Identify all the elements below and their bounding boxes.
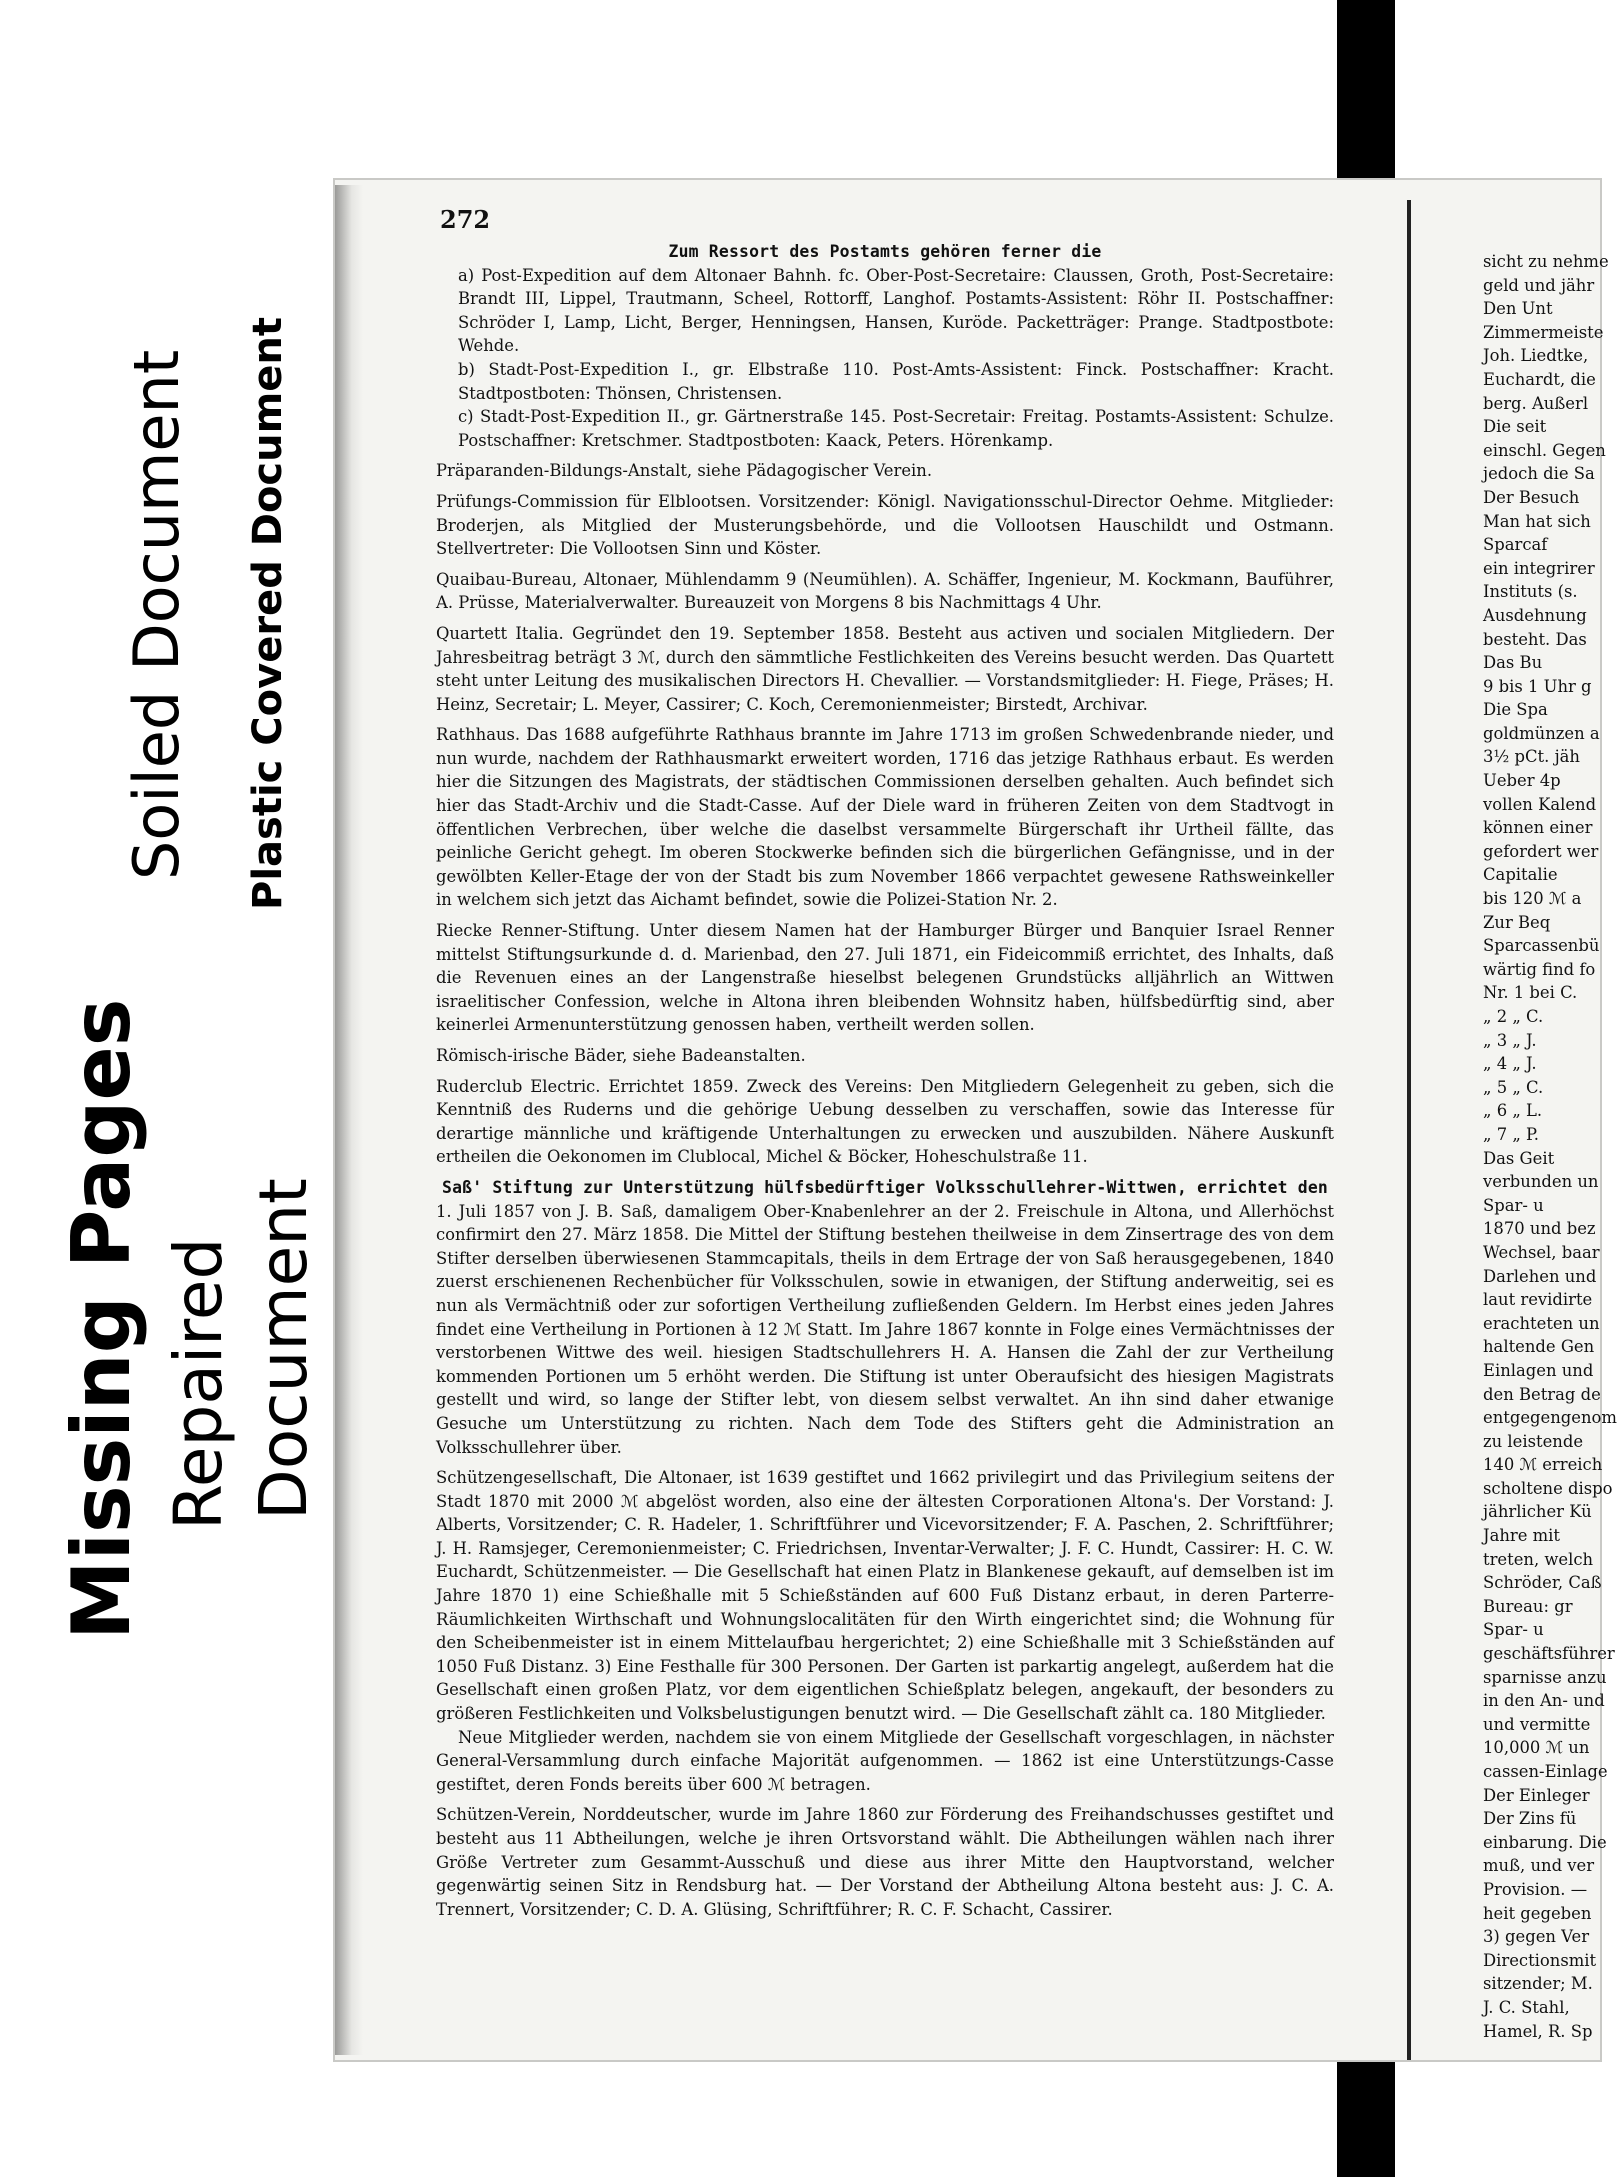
right-column-line: 3) gegen Ver [1483, 1927, 1590, 1947]
post-intro: Zum Ressort des Postamts gehören ferner die [668, 242, 1102, 261]
right-column-line: vollen Kalend [1483, 794, 1597, 814]
entry-rathhaus: Rathhaus. Das 1688 aufgeführte Rathhaus brannte im Jahre 1713 im großen Schwedenbrande nieder, und nun wurde, nachdem der Rathhausmarkt erweitert worden, 1716 das jetzige Rathhaus erbaut. Es werden hier die Sitzungen des Magistrats, der städtischen Commissionen derselben gehalten. Auch befindet sich hier das Stadt-Archiv und die Stadt-Casse. Auf der Diele ward in früheren Zeiten von dem Stadtvogt in öffentlichen Verbrechen, über welche die daselbst versammelte Bürgerschaft ihr Urtheil fällte, das peinliche Gericht gehegt. Im oberen Stockwerke befinden sich die bürgerlichen Gefängnisse, und in der gewölbten Keller-Etage der von der Stadt bis zum November 1866 verpachtet gewesene Rathsweinkeller in welchem sich jetzt das Aichamt befindet, sowie die Polizei-Station Nr. 2. [436, 725, 1334, 910]
right-column-line: scholtene dispo [1483, 1478, 1613, 1498]
right-column-line: ein integrirer [1483, 558, 1595, 578]
right-column-line: Man hat sich [1483, 511, 1591, 531]
right-column-line: Sparcaf [1483, 535, 1548, 555]
right-column-line: Wechsel, baar [1483, 1242, 1600, 1262]
entry-sass-stiftung-heading: Saß' Stiftung zur Unterstützung hülfsbedürftiger Volksschullehrer-Wittwen, errichtet den [442, 1177, 1328, 1197]
right-column-line: „ 5 „ C. [1483, 1077, 1544, 1097]
right-column-line: sicht zu nehme [1483, 252, 1609, 271]
right-column-line: entgegengenom [1483, 1408, 1617, 1428]
right-column-line: Den Unt [1483, 299, 1553, 319]
right-column-line: und vermitte [1483, 1714, 1591, 1734]
right-column-line: besteht. Das [1483, 629, 1587, 649]
right-column-line: Schröder, Caß [1483, 1573, 1602, 1593]
right-column-line: cassen-Einlage [1483, 1762, 1608, 1781]
right-column-line: „ 3 „ J. [1483, 1030, 1537, 1050]
right-column-line: Bureau: gr [1483, 1596, 1573, 1616]
right-column-line: verbunden un [1483, 1172, 1599, 1192]
entry-roemisch-irische-baeder: Römisch-irische Bäder, siehe Badeanstalten. [436, 1046, 806, 1065]
right-column-line: 1870 und bez [1483, 1219, 1596, 1239]
right-column-line: Euchardt, die [1483, 369, 1596, 389]
right-column-line: gefordert wer [1483, 841, 1599, 861]
post-expedition-a: a) Post-Expedition auf dem Altonaer Bahnh. fc. Ober-Post-Secretaire: Claussen, Groth, Post-Secretaire: Brandt III, Lippel, Trautmann, Scheel, Rottorff, Langhof. Postamts-Assistent: Röhr II. Postschaffner: Schröder I, Lamp, Licht, Berger, Henningsen, Hansen, Kuröde. Packetträger: Prange. Stadtpostbote: Wehde. [458, 265, 1334, 356]
right-column-line: geld und jähr [1483, 275, 1595, 295]
right-column-line: Jahre mit [1483, 1526, 1561, 1546]
right-column-line: Ueber 4p [1483, 771, 1561, 791]
right-column-line: Sparcassenbü [1483, 936, 1600, 956]
right-column-line: Die seit [1483, 417, 1547, 437]
repaired-label: Repaired [160, 1237, 237, 1530]
right-column-line: 10,000 ℳ un [1483, 1738, 1590, 1758]
right-column-line: J. C. Stahl, [1483, 1997, 1570, 2017]
soiled-document-label: Soiled Document [120, 349, 193, 880]
right-column-line: sparnisse anzu [1483, 1667, 1607, 1687]
right-column-line: Zur Beq [1483, 912, 1551, 932]
page-binding-edge [335, 185, 363, 2055]
entry-quaibau-bureau: Quaibau-Bureau, Altonaer, Mühlendamm 9 (Neumühlen). A. Schäffer, Ingenieur, M. Kockmann, Bauführer, A. Prüsse, Materialverwalter. Bureauzeit von Morgens 8 bis Nachmittags 4 Uhr. [436, 569, 1334, 613]
right-column-line: Das Bu [1483, 653, 1543, 673]
right-column-line: 9 bis 1 Uhr g [1483, 676, 1592, 696]
right-column-line: 3½ pCt. jäh [1483, 747, 1580, 767]
right-column-line: Zimmermeiste [1483, 322, 1604, 342]
right-column-line: bis 120 ℳ a [1483, 889, 1582, 909]
right-column-line: einschl. Gegen [1483, 440, 1606, 460]
right-column-line: in den An- und [1483, 1691, 1605, 1711]
right-column-line: haltende Gen [1483, 1337, 1595, 1357]
right-column-line: berg. Außerl [1483, 393, 1589, 413]
right-column-line: Capitalie [1483, 865, 1558, 885]
right-column-line: Nr. 1 bei C. [1483, 983, 1578, 1003]
post-expedition-b: b) Stadt-Post-Expedition I., gr. Elbstraße 110. Post-Amts-Assistent: Finck. Postschaffner: Kracht. Stadtpostboten: Thönsen, Christensen. [458, 359, 1334, 403]
right-column-line: Joh. Liedtke, [1483, 346, 1589, 366]
page-fold-line [1407, 200, 1411, 2060]
entry-schuetzen-verein: Schützen-Verein, Norddeutscher, wurde im Jahre 1860 zur Förderung des Freihandschusses gestiftet und besteht aus 11 Abtheilungen, welche je ihren Ortsvorstand wählt. Die Abtheilungen wählen nach ihrer Größe Vertreter zum Gesammt-Ausschuß und diese aus ihrer Mitte den Hauptvorstand, welcher gegenwärtig seinen Sitz in Rendsburg hat. — Der Vorstand der Abtheilung Altona besteht aus: J. C. A. Trennert, Vorsitzender; C. D. A. Glüsing, Schriftführer; R. C. F. Schacht, Cassirer. [436, 1805, 1334, 1919]
right-column-fragment [1483, 250, 1617, 2043]
right-column-line: zu leistende [1483, 1431, 1584, 1451]
entry-quartett-italia: Quartett Italia. Gegründet den 19. September 1858. Besteht aus activen und socialen Mitgliedern. Der Jahresbeitrag beträgt 3 ℳ, durch den sämmtliche Festlichkeiten des Vereins besucht werden. Das Quartett steht unter Leitung des musikalischen Directors H. Chevallier. — Vorstandsmitglieder: H. Fiege, Präses; H. Heinz, Secretair; L. Meyer, Cassirer; C. Koch, Ceremonienmeister; Birstedt, Archivar. [436, 623, 1334, 714]
right-column-line: Hamel, R. Sp [1483, 2021, 1593, 2041]
right-column-line: den Betrag de [1483, 1384, 1601, 1404]
entry-pruefungs-commission: Prüfungs-Commission für Elblootsen. Vorsitzender: Königl. Navigationsschul-Director Oehme. Mitglieder: Broderjen, als Mitglied der Musterungsbehörde, und die Vollootsen Hauschildt und Ostmann. Stellvertreter: Die Vollootsen Sinn und Köster. [436, 491, 1334, 559]
repaired-document-label: Document [245, 1178, 322, 1520]
right-column-line: jedoch die Sa [1483, 464, 1595, 484]
right-column-line: laut revidirte [1483, 1290, 1593, 1310]
right-column-line: Der Einleger [1483, 1785, 1590, 1805]
right-column-line: Der Zins fü [1483, 1809, 1577, 1829]
right-column-line: goldmünzen a [1483, 723, 1600, 743]
right-column-line: geschäftsführer [1483, 1644, 1615, 1664]
black-strip-top [1337, 0, 1395, 200]
right-column-line: Die Spa [1483, 700, 1548, 720]
right-column-line: Ausdehnung [1483, 605, 1587, 625]
right-column-line: heit gegeben [1483, 1903, 1592, 1923]
right-column-line: erachteten un [1483, 1313, 1600, 1333]
right-column-line: Der Besuch [1483, 487, 1580, 507]
entry-ruderclub-electric: Ruderclub Electric. Errichtet 1859. Zweck des Vereins: Den Mitgliedern Gelegenheit zu geben, sich die Kenntniß des Ruderns und die gehörige Uebung desselben zu verschaffen, sowie das Interesse für derartige männliche und kräftigende Unterhaltungen zu erwecken und auszubilden. Nähere Auskunft ertheilen die Oekonomen im Clublocal, Michel & Böcker, Hoheschulstraße 11. [436, 1076, 1334, 1167]
entry-praeparanden: Präparanden-Bildungs-Anstalt, siehe Pädagogischer Verein. [436, 461, 933, 481]
right-column-line: sitzender; M. [1483, 1974, 1593, 1994]
right-column-line: muß, und ver [1483, 1856, 1595, 1876]
page-number: 272 [440, 205, 491, 234]
right-column-line: wärtig find fo [1483, 959, 1596, 979]
entry-riecke-renner-stiftung: Riecke Renner-Stiftung. Unter diesem Namen hat der Hamburger Bürger und Banquier Israel Renner mittelst Stiftungsurkunde d. d. Marienbad, den 27. Juli 1871, ein Fideicommiß errichtet, des Inhalts, daß die Revenuen eines an der Langenstraße hieselbst belegenen Grundstücks alljährlich an Wittwen israelitischer Confession, welche in Altona ihren bleibenden Wohnsitz haben, hülfsbedürftig sind, aber keinerlei Armenunterstützung genossen haben, vertheilt werden sollen. [436, 921, 1334, 1035]
plastic-covered-document-label: Plastic Covered Document [245, 316, 291, 910]
right-column-line: Darlehen und [1483, 1266, 1597, 1286]
right-column-line: Spar- u [1483, 1195, 1544, 1215]
entry-schuetzengesellschaft: Schützengesellschaft, Die Altonaer, ist 1639 gestiftet und 1662 privilegirt und das Privilegium seitens der Stadt 1870 mit 2000 ℳ abgelöst worden, also eine der ältesten Corporationen Altona's. Der Vorstand: J. Alberts, Vorsitzender; C. R. Hadeler, 1. Schriftführer und Vicevorsitzender; F. A. Paschen, 2. Schriftführer; J. H. Ramsjeger, Ceremonienmeister; C. Friedrichsen, Inventar-Verwalter; J. F. C. Hundt, Cassirer: H. C. W. Euchardt, Schützenmeister. — Die Gesellschaft hat einen Platz in Blankenese gekauft, auf demselben ist im Jahre 1870 1) eine Schießhalle mit 5 Schießständen auf 600 Fuß Distanz erbaut, in deren Parterre-Räumlichkeiten Wirthschaft und Wohnungslocalitäten für den Wirth eingerichtet sind; die Wohnung für den Scheibenmeister ist in einem Mittelaufbau hergerichtet; 2) eine Schießhalle mit 3 Schießständen auf 1050 Fuß Distanz. 3) Eine Festhalle für 300 Personen. Der Garten ist parkartig angelegt, außerdem hat die Gesellschaft einen großen Platz, vor dem eigentlichen Schießplatz belegen, angekauft, der besonders zu größeren Festlichkeiten und Volksbelustigungen benutzt wird. — Die Gesellschaft zählt ca. 180 Mitglieder. [436, 1468, 1334, 1724]
right-column-line: Instituts (s. [1483, 582, 1578, 602]
right-column-line: Spar- u [1483, 1620, 1544, 1640]
right-column-line: jährlicher Kü [1483, 1502, 1592, 1522]
right-column-line: „ 2 „ C. [1483, 1007, 1544, 1026]
right-column-line: Provision. — [1483, 1879, 1588, 1899]
right-column-line: „ 6 „ L. [1483, 1101, 1543, 1121]
right-column-line: Einlagen und [1483, 1360, 1594, 1380]
main-text-column [436, 240, 1334, 1921]
right-column-line: Directionsmit [1483, 1950, 1597, 1970]
right-column-line: Das Geit [1483, 1148, 1555, 1168]
entry-sass-stiftung-body: 1. Juli 1857 von J. B. Saß, damaligem Ober-Knabenlehrer an der 2. Freischule in Altona, und Allerhöchst confirmirt den 27. März 1858. Die Mittel der Stiftung bestehen theilweise in dem Zinsertrage des von dem Stifter derselben überwiesenen Stammcapitals, theils in dem Ertrage der von Saß herausgegebenen, 1840 zuerst erschienenen Rechenbücher für Volksschulen, sowie in etwanigen, der Stiftung anderweitig, sei es nun als Vermächtniß oder zur sofortigen Vertheilung zufließenden Geldern. Im Herbst eines jeden Jahres findet eine Vertheilung in Portionen à 12 ℳ Statt. Im Jahre 1867 konnte in Folge eines Vermächtnisses der verstorbenen Wittwe des weil. hiesigen Stadtschullehrers H. A. Hansen die Zahl der zur Vertheilung kommenden Portionen um 5 erhöht werden. Die Stiftung ist unter Oberaufsicht des hiesigen Magistrats gestellt und wird, so lange der Stifter lebt, von diesem selbst verwaltet. An ihn sind daher etwanige Gesuche um Unterstützung zu richten. Nach dem Tode des Stifters geht die Administration an Volksschullehrer über. [436, 1201, 1334, 1457]
right-column-line: „ 7 „ P. [1483, 1124, 1539, 1144]
right-column-line: können einer [1483, 818, 1593, 838]
right-column-line: treten, welch [1483, 1549, 1594, 1569]
post-expedition-c: c) Stadt-Post-Expedition II., gr. Gärtnerstraße 145. Post-Secretair: Freitag. Postamts-Assistent: Schulze. Postschaffner: Kretschmer. Stadtpostboten: Kaack, Peters. Hörenkamp. [458, 407, 1334, 450]
missing-pages-label: Missing Pages [55, 998, 148, 1640]
right-column-line: 140 ℳ erreich [1483, 1455, 1603, 1475]
entry-schuetzengesellschaft-cont: Neue Mitglieder werden, nachdem sie von einem Mitgliede der Gesellschaft vorgeschlagen, in nächster General-Versammlung durch einfache Majorität aufgenommen. — 1862 ist eine Unterstützungs-Casse gestiftet, deren Fonds bereits über 600 ℳ betragen. [436, 1727, 1334, 1794]
right-column-line: einbarung. Die [1483, 1832, 1607, 1852]
right-column-line: „ 4 „ J. [1483, 1054, 1537, 1074]
